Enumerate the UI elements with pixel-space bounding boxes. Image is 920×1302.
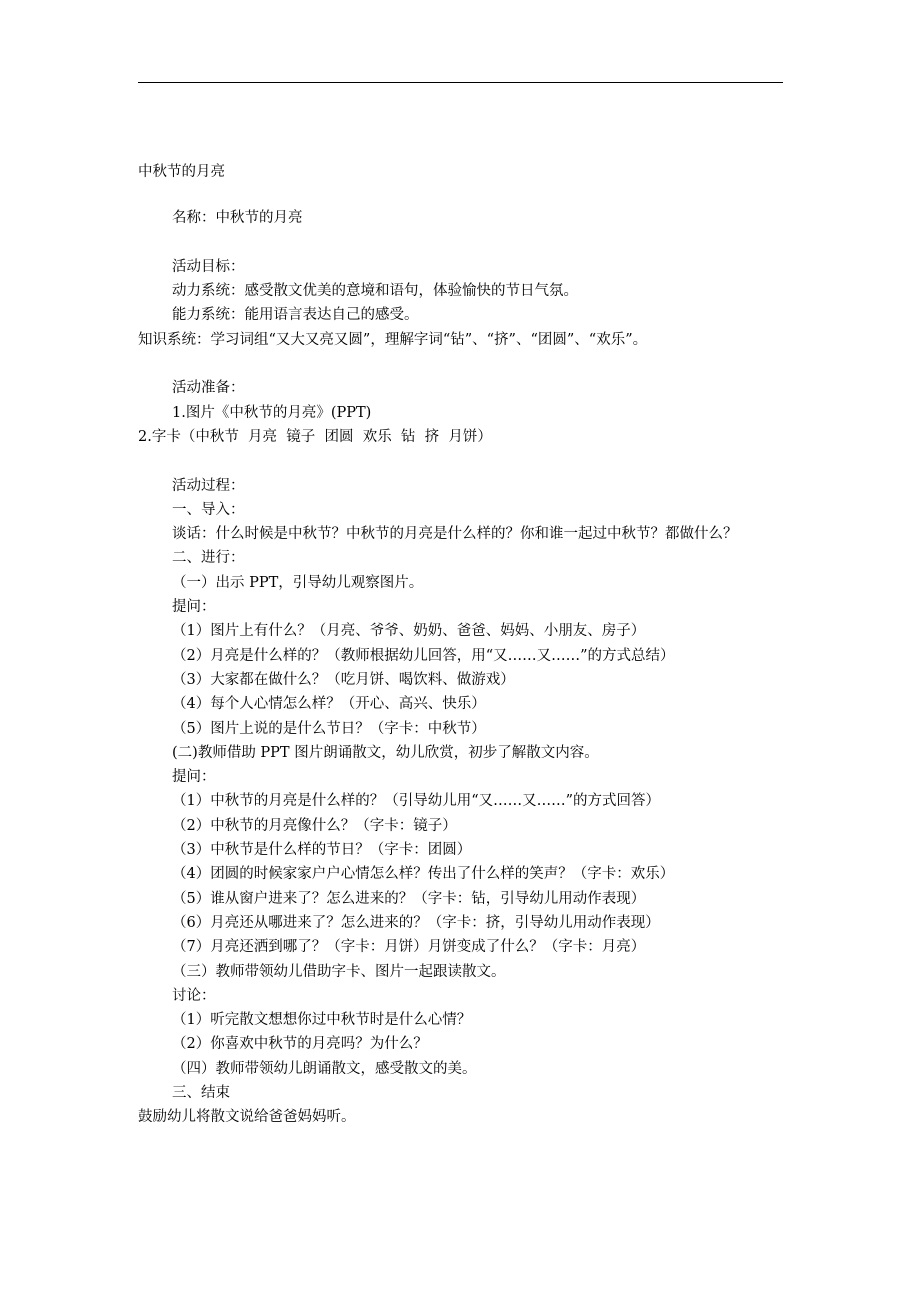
question-item: （7）月亮还洒到哪了？（字卡：月饼）月饼变成了什么？（字卡：月亮）	[172, 939, 646, 956]
end-text: 鼓励幼儿将散文说给爸爸妈妈听。	[138, 1109, 356, 1126]
discussion-heading: 讨论：	[172, 987, 216, 1004]
header-rule	[138, 82, 783, 83]
prep-item: 2.字卡（中秋节 月亮 镜子 团圆 欢乐 钻 挤 月饼）	[138, 428, 492, 445]
document-title: 中秋节的月亮	[138, 164, 225, 180]
question-item: （2）月亮是什么样的？（教师根据幼儿回答，用“又……又……”的方式总结）	[172, 647, 675, 664]
step-two: (二)教师借助 PPT 图片朗诵散文，幼儿欣赏，初步了解散文内容。	[172, 744, 599, 761]
goal-item: 动力系统：感受散文优美的意境和语句，体验愉快的节日气氛。	[172, 283, 578, 300]
prep-item: 1.图片《中秋节的月亮》(PPT)	[172, 404, 372, 421]
question-item: （6）月亮还从哪进来了？怎么进来的？（字卡：挤，引导幼儿用动作表现）	[172, 914, 660, 931]
question-heading: 提问：	[172, 599, 216, 616]
question-item: （5）谁从窗户进来了？怎么进来的？（字卡：钻，引导幼儿用动作表现）	[172, 890, 646, 907]
step-four: （四）教师带领幼儿朗诵散文，感受散文的美。	[172, 1060, 477, 1077]
intro-heading: 一、导入：	[172, 501, 245, 518]
question-item: （3）中秋节是什么样的节日？（字卡：团圆）	[172, 842, 472, 859]
question-item: （1）中秋节的月亮是什么样的？（引导幼儿用“又……又……”的方式回答）	[172, 793, 661, 810]
discussion-item: （1）听完散文想想你过中秋节时是什么心情？	[172, 1012, 472, 1029]
intro-talk: 谈话：什么时候是中秋节？中秋节的月亮是什么样的？你和谁一起过中秋节？都做什么？	[172, 526, 738, 543]
proceed-heading: 二、进行：	[172, 550, 245, 567]
question-item: （4）每个人心情怎么样？（开心、高兴、快乐）	[172, 696, 486, 713]
step-one: （一）出示 PPT，引导幼儿观察图片。	[172, 574, 424, 591]
process-heading: 活动过程：	[172, 477, 245, 494]
question-heading: 提问：	[172, 769, 216, 786]
question-item: （1）图片上有什么？（月亮、爷爷、奶奶、爸爸、妈妈、小朋友、房子）	[172, 623, 646, 640]
prep-heading: 活动准备：	[172, 380, 245, 397]
document-body	[138, 160, 788, 1130]
goals-heading: 活动目标：	[172, 258, 245, 275]
question-item: （3）大家都在做什么？（吃月饼、喝饮料、做游戏）	[172, 671, 515, 688]
step-three: （三）教师带领幼儿借助字卡、图片一起跟读散文。	[172, 963, 506, 980]
goal-item: 知识系统：学习词组“又大又亮又圆”，理解字词“钻”、“挤”、“团圆”、“欢乐”。	[138, 331, 648, 348]
question-item: （4）团圆的时候家家户户心情怎么样？传出了什么样的笑声？（字卡：欢乐）	[172, 866, 675, 883]
end-heading: 三、结束	[172, 1084, 230, 1101]
question-item: （2）中秋节的月亮像什么？（字卡：镜子）	[172, 817, 457, 834]
activity-name: 名称：中秋节的月亮	[172, 210, 303, 227]
discussion-item: （2）你喜欢中秋节的月亮吗？为什么？	[172, 1036, 428, 1053]
goal-item: 能力系统：能用语言表达自己的感受。	[172, 307, 419, 324]
question-item: （5）图片上说的是什么节日？（字卡：中秋节）	[172, 720, 486, 737]
